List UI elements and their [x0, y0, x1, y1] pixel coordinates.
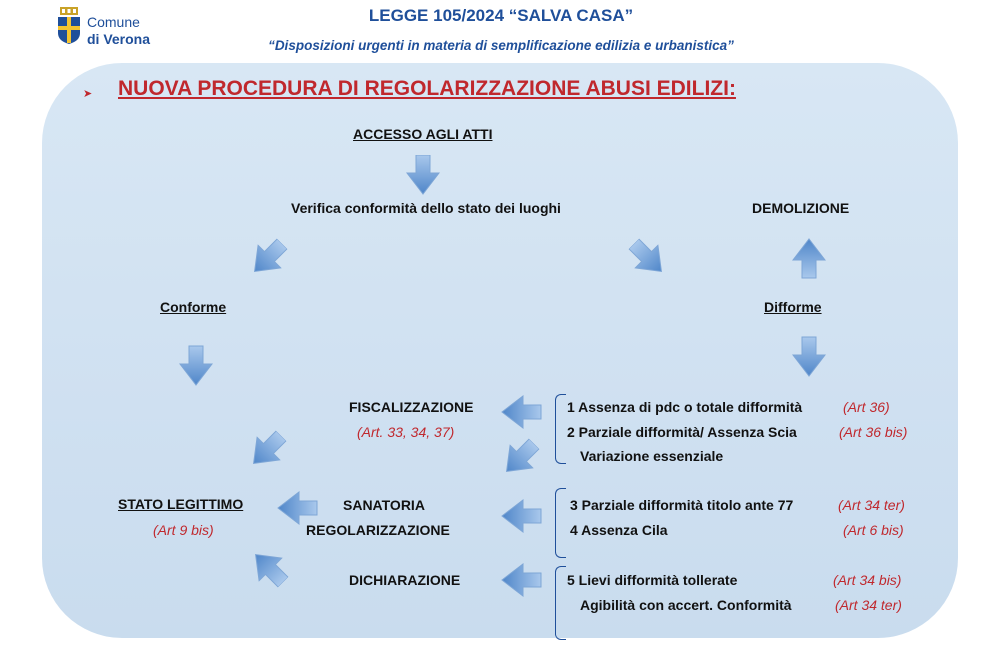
arrow-down-left-icon — [498, 436, 542, 480]
group1-item2-art: (Art 36 bis) — [839, 424, 908, 440]
arrow-down-left-icon — [246, 428, 288, 472]
logo-line1: Comune — [87, 14, 140, 30]
group2-item2: 4 Assenza Cila — [570, 522, 668, 538]
group1-item1-art: (Art 36) — [843, 399, 890, 415]
group2-brace — [555, 488, 566, 558]
group1-item2: 2 Parziale difformità/ Assenza Scia — [567, 424, 797, 440]
arrow-down-left-icon — [248, 236, 288, 280]
page-title: LEGGE 105/2024 “SALVA CASA” — [368, 6, 634, 25]
arrow-up-icon — [792, 237, 826, 281]
demolizione-node: DEMOLIZIONE — [752, 200, 850, 216]
arrow-down-right-icon — [628, 236, 668, 280]
group2-item1-art: (Art 34 ter) — [838, 497, 905, 513]
regolarizzazione-node: REGOLARIZZAZIONE — [306, 522, 450, 538]
bullet-icon: ➤ — [83, 88, 93, 100]
arrow-left-icon — [272, 490, 322, 526]
page-subtitle: “Disposizioni urgenti in materia di semplificazione edilizia e urbanistica” — [268, 38, 734, 53]
arrow-down-icon — [406, 155, 440, 197]
accesso-agli-atti-node: ACCESSO AGLI ATTI — [353, 126, 493, 142]
dichiarazione-node: DICHIARAZIONE — [349, 572, 461, 588]
group3-item1: 5 Lievi difformità tollerate — [567, 572, 738, 588]
group1-brace — [555, 394, 566, 464]
verifica-node: Verifica conformità dello stato dei luoghi — [291, 200, 561, 216]
arrow-up-left-icon — [248, 546, 290, 590]
stato-legittimo-art: (Art 9 bis) — [153, 522, 214, 538]
fiscalizzazione-art: (Art. 33, 34, 37) — [357, 424, 455, 440]
diagram-heading: NUOVA PROCEDURA DI REGOLARIZZAZIONE ABUSI EDILIZI: — [118, 77, 736, 100]
arrow-left-icon — [498, 562, 544, 598]
group2-item1: 3 Parziale difformità titolo ante 77 — [570, 497, 794, 513]
arrow-left-icon — [498, 394, 544, 430]
group3-item2: Agibilità con accert. Conformità — [580, 597, 792, 613]
logo-line2: di Verona — [87, 31, 151, 47]
conforme-node: Conforme — [160, 299, 227, 315]
arrow-left-icon — [498, 498, 544, 534]
group2-item2-art: (Art 6 bis) — [843, 522, 904, 538]
arrow-down-icon — [792, 336, 826, 380]
fiscalizzazione-node: FISCALIZZAZIONE — [349, 399, 474, 415]
arrow-down-icon — [179, 345, 213, 389]
difforme-node: Difforme — [764, 299, 822, 315]
group3-item2-art: (Art 34 ter) — [835, 597, 902, 613]
group3-brace — [555, 566, 566, 640]
group3-item1-art: (Art 34 bis) — [833, 572, 902, 588]
sanatoria-node: SANATORIA — [343, 497, 425, 513]
group1-item1: 1 Assenza di pdc o totale difformità — [567, 399, 803, 415]
group1-item3: Variazione essenziale — [580, 448, 724, 464]
stato-legittimo-node: STATO LEGITTIMO — [118, 496, 244, 512]
